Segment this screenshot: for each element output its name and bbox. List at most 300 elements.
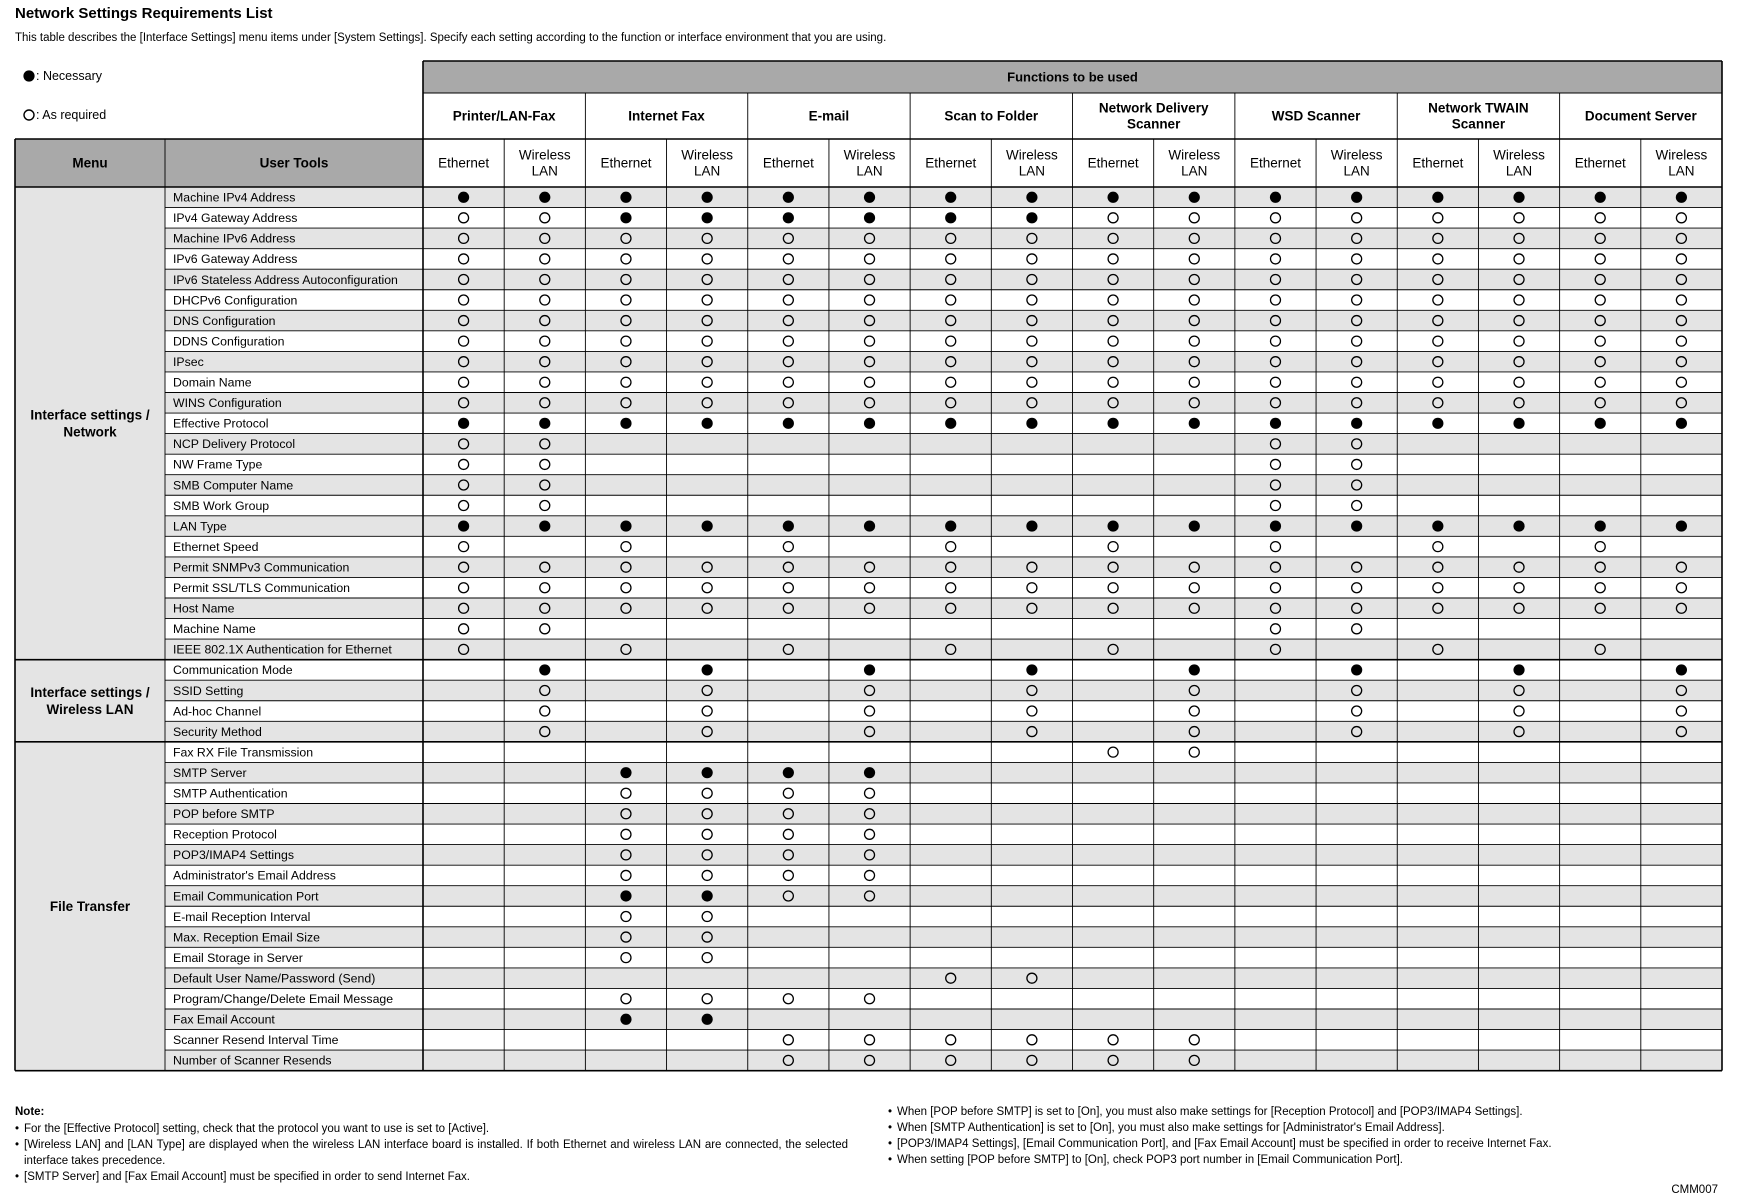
user-tool-name: Scanner Resend Interval Time [173,1033,339,1048]
necessary-mark [783,767,794,778]
as-required-mark [1433,213,1443,223]
interface-header: Ethernet [1249,155,1301,171]
as-required-mark [1352,213,1362,223]
as-required-mark [783,254,793,264]
necessary-mark [458,520,469,531]
as-required-mark [621,829,631,839]
as-required-mark [1189,706,1199,716]
as-required-mark [1270,583,1280,593]
as-required-mark [1027,706,1037,716]
as-required-mark [1270,254,1280,264]
user-tool-name: Program/Change/Delete Email Message [173,992,394,1007]
user-tool-name: Email Storage in Server [173,950,303,965]
user-tool-name: SMTP Authentication [173,786,288,801]
as-required-mark [621,295,631,305]
interface-header: LAN [1668,163,1695,179]
as-required-mark [865,254,875,264]
as-required-mark [540,254,550,264]
user-tool-name: Effective Protocol [173,416,269,431]
as-required-mark [1433,583,1443,593]
necessary-mark [1107,418,1118,429]
as-required-mark [1189,1035,1199,1045]
as-required-mark [540,459,550,469]
as-required-mark [540,583,550,593]
user-tool-name: POP3/IMAP4 Settings [173,848,294,863]
notes-heading: Note: [15,1106,45,1118]
necessary-mark [1595,520,1606,531]
necessary-mark [1432,520,1443,531]
as-required-mark [540,336,550,346]
as-required-mark [702,953,712,963]
necessary-mark [945,418,956,429]
menu-group-label: File Transfer [49,898,131,914]
necessary-mark [702,1014,713,1025]
as-required-mark [1676,254,1686,264]
as-required-mark [1270,459,1280,469]
interface-header: Ethernet [600,155,652,171]
necessary-mark [864,418,875,429]
menu-group-label: Wireless LAN [46,701,134,717]
interface-header: LAN [1181,163,1208,179]
as-required-mark [459,542,469,552]
as-required-mark [621,583,631,593]
user-tool-name: Default User Name/Password (Send) [173,971,376,986]
as-required-mark [1027,377,1037,387]
interface-header: Ethernet [1087,155,1139,171]
notes-left [15,1104,848,1185]
as-required-mark [1189,254,1199,264]
as-required-mark [783,295,793,305]
as-required-mark [1595,213,1605,223]
user-tool-name: Communication Mode [173,663,293,678]
necessary-mark [864,192,875,203]
as-required-mark [1027,336,1037,346]
user-tool-name: Ethernet Speed [173,539,259,554]
necessary-mark [1026,212,1037,223]
user-tool-name: WINS Configuration [173,396,282,411]
interface-header: LAN [694,163,721,179]
as-required-mark [1595,336,1605,346]
necessary-mark [1270,520,1281,531]
as-required-mark [621,788,631,798]
user-tool-name: Machine IPv4 Address [173,190,296,205]
as-required-mark [1027,583,1037,593]
as-required-mark [865,377,875,387]
user-tool-name: DHCPv6 Configuration [173,293,298,308]
necessary-mark [539,418,550,429]
interface-header: Wireless [518,147,571,163]
interface-header: Ethernet [1412,155,1464,171]
as-required-mark [1352,459,1362,469]
function-header: Printer/LAN-Fax [452,108,556,124]
necessary-mark [864,664,875,675]
notes-right [888,1104,1708,1168]
as-required-mark [1189,747,1199,757]
as-required-mark [1433,377,1443,387]
necessary-mark [864,767,875,778]
as-required-mark [1352,583,1362,593]
as-required-mark [865,994,875,1004]
note-item: • [SMTP Server] and [Fax Email Account] must be specified in order to send Internet Fax. [15,1171,470,1183]
note-item: • For the [Effective Protocol] setting, check that the protocol you want to use is set to [Active]. [15,1123,490,1135]
as-required-mark [459,295,469,305]
as-required-mark [459,213,469,223]
necessary-mark [458,418,469,429]
as-required-mark [946,336,956,346]
as-required-mark [621,336,631,346]
page-title: Network Settings Requirements List [15,5,273,22]
as-required-mark [1595,583,1605,593]
as-required-mark [459,624,469,634]
interface-header: LAN [531,163,558,179]
as-required-mark [1189,295,1199,305]
as-required-mark [1108,1035,1118,1045]
necessary-mark [1189,664,1200,675]
user-tool-name: Permit SNMPv3 Communication [173,560,350,575]
as-required-mark [621,542,631,552]
necessary-mark [1513,664,1524,675]
necessary-mark [702,192,713,203]
user-tool-name: Security Method [173,724,262,739]
interface-header: Wireless [843,147,896,163]
as-required-mark [865,706,875,716]
as-required-mark [702,336,712,346]
user-tool-name: DDNS Configuration [173,334,285,349]
necessary-mark [1026,418,1037,429]
as-required-mark [702,254,712,264]
as-required-mark [1352,624,1362,634]
necessary-mark [1351,664,1362,675]
as-required-mark [540,706,550,716]
menu-group-label: Interface settings / [30,407,150,423]
necessary-mark [702,890,713,901]
user-tool-name: IEEE 802.1X Authentication for Ethernet [173,642,392,657]
as-required-mark [865,829,875,839]
as-required-mark [783,336,793,346]
as-required-mark [1433,336,1443,346]
user-tool-name: SMTP Server [173,765,247,780]
as-required-mark [1108,254,1118,264]
user-tool-name: Number of Scanner Resends [173,1053,332,1068]
as-required-mark [946,254,956,264]
as-required-mark [1676,336,1686,346]
page-description: This table describes the [Interface Settings] menu items under [System Settings]. Specify each setting according to the function or interface environment that you are using. [15,32,887,44]
necessary-mark [458,192,469,203]
as-required-mark [1676,583,1686,593]
as-required-mark [702,295,712,305]
as-required-mark [1027,254,1037,264]
as-required-mark [1270,501,1280,511]
user-tool-name: SMB Computer Name [173,478,294,493]
as-required-mark [783,583,793,593]
necessary-mark [945,212,956,223]
as-required-mark [459,583,469,593]
necessary-mark [1351,418,1362,429]
necessary-mark [539,520,550,531]
as-required-mark [946,583,956,593]
necessary-mark [945,192,956,203]
necessary-mark [1676,418,1687,429]
as-required-mark [1189,336,1199,346]
interface-header: Wireless [681,147,734,163]
as-required-mark [1352,254,1362,264]
as-required-mark [1270,336,1280,346]
as-required-mark [946,377,956,387]
as-required-mark [1270,213,1280,223]
function-header: Document Server [1584,108,1697,124]
function-header: Scanner [1127,116,1181,132]
user-tool-name: NCP Delivery Protocol [173,437,296,452]
as-required-mark [702,788,712,798]
necessary-mark [620,192,631,203]
necessary-mark [539,192,550,203]
as-required-mark [1027,1035,1037,1045]
as-required-mark [1433,254,1443,264]
necessary-mark [1432,192,1443,203]
as-required-mark [783,542,793,552]
as-required-mark [1514,583,1524,593]
necessary-mark [783,418,794,429]
user-tools-header: User Tools [259,155,329,171]
as-required-mark [1676,213,1686,223]
as-required-mark [459,336,469,346]
figure-code: CMM007 [1671,1184,1718,1196]
as-required-mark [1514,254,1524,264]
necessary-mark [620,890,631,901]
interface-header: Ethernet [1574,155,1626,171]
as-required-mark [865,870,875,880]
interface-header: LAN [1018,163,1046,179]
necessary-mark [620,520,631,531]
necessary-mark [702,767,713,778]
as-required-mark [459,377,469,387]
as-required-mark [1514,706,1524,716]
as-required-mark [1352,336,1362,346]
as-required-mark [1595,295,1605,305]
function-header: Network TWAIN [1428,100,1529,116]
necessary-mark [783,192,794,203]
function-header: E-mail [808,108,850,124]
user-tool-name: IPv6 Stateless Address Autoconfiguration [173,272,398,287]
necessary-mark [620,418,631,429]
as-required-mark [783,829,793,839]
as-required-mark [540,213,550,223]
necessary-mark [620,212,631,223]
as-required-mark [702,829,712,839]
as-required-mark [1595,254,1605,264]
as-required-mark [540,377,550,387]
interface-header: Ethernet [438,155,490,171]
as-required-mark [1108,295,1118,305]
as-required-mark [1352,295,1362,305]
as-required-mark [1352,377,1362,387]
necessary-mark [1189,418,1200,429]
as-required-mark [1514,336,1524,346]
necessary-mark [1189,520,1200,531]
necessary-mark [1676,192,1687,203]
as-required-mark [621,994,631,1004]
as-required-mark [783,994,793,1004]
interface-header: Ethernet [762,155,814,171]
user-tool-name: IPsec [173,354,204,369]
necessary-mark [1107,520,1118,531]
necessary-mark [864,212,875,223]
note-item: • When [SMTP Authentication] is set to [On], you must also make settings for [Administrator's Email Address]. [888,1122,1445,1134]
as-required-mark [1108,542,1118,552]
user-tool-name: SMB Work Group [173,498,270,513]
interface-header: LAN [1343,163,1370,179]
user-tool-name: NW Frame Type [173,457,263,472]
function-header: Scanner [1451,116,1506,132]
as-required-mark [702,583,712,593]
as-required-mark [1108,213,1118,223]
as-required-mark [946,1035,956,1045]
menu-header: Menu [72,155,108,171]
necessary-mark [1351,520,1362,531]
necessary-mark [702,664,713,675]
interface-header: LAN [856,163,883,179]
necessary-mark [1676,664,1687,675]
as-required-mark [1595,377,1605,387]
interface-header: Wireless [1330,147,1383,163]
as-required-mark [1108,336,1118,346]
as-required-mark [459,459,469,469]
as-required-mark [946,542,956,552]
legend-necessary-label: : Necessary [36,69,102,83]
as-required-mark [1676,706,1686,716]
necessary-mark [1513,520,1524,531]
as-required-mark [1433,295,1443,305]
user-tool-name: IPv4 Gateway Address [173,211,298,226]
as-required-mark [1676,295,1686,305]
interface-header: Wireless [1006,147,1058,163]
necessary-mark [539,664,550,675]
necessary-mark [1026,664,1037,675]
as-required-mark [621,254,631,264]
as-required-mark [702,870,712,880]
functions-header: Functions to be used [1007,69,1138,85]
necessary-mark [1595,192,1606,203]
as-required-mark [865,336,875,346]
legend-as-required-label: : As required [36,108,107,122]
as-required-mark [783,1035,793,1045]
note-item: • [Wireless LAN] and [LAN Type] are displayed when the wireless LAN interface board is installed. If both Ethernet and wireless LAN are connected, the selected interface takes precedence. [15,1139,848,1167]
necessary-mark [1513,418,1524,429]
as-required-mark [459,501,469,511]
interface-header: Wireless [1168,147,1221,163]
necessary-mark [1676,520,1687,531]
user-tool-name: Machine IPv6 Address [173,231,296,246]
as-required-mark [540,501,550,511]
as-required-mark [1189,583,1199,593]
necessary-mark [1351,192,1362,203]
necessary-mark [1026,520,1037,531]
as-required-mark [1595,542,1605,552]
as-required-mark [1027,295,1037,305]
as-required-mark [540,295,550,305]
note-item: • When setting [POP before SMTP] to [On], check POP3 port number in [Email Communication Port]. [888,1154,1403,1166]
necessary-mark [1270,418,1281,429]
as-required-mark [621,912,631,922]
user-tool-name: Max. Reception Email Size [173,930,320,945]
as-required-mark [1270,542,1280,552]
user-tool-name: DNS Configuration [173,313,276,328]
user-tool-name: Email Communication Port [173,889,319,904]
necessary-mark [1270,192,1281,203]
necessary-mark [702,520,713,531]
function-header: WSD Scanner [1271,108,1361,124]
user-tool-name: Ad-hoc Channel [173,704,262,719]
necessary-mark [702,212,713,223]
interface-header: Ethernet [925,155,977,171]
interface-header: Wireless [1655,147,1708,163]
as-required-mark [783,788,793,798]
user-tool-name: POP before SMTP [173,807,275,822]
necessary-mark [783,520,794,531]
necessary-mark [1595,418,1606,429]
note-item: • When [POP before SMTP] is set to [On], you must also make settings for [Reception Protocol] and [POP3/IMAP4 Settings]. [888,1106,1523,1118]
as-required-mark [865,295,875,305]
necessary-mark [945,520,956,531]
as-required-mark [1270,624,1280,634]
user-tool-name: SSID Setting [173,683,244,698]
function-header: Network Delivery [1098,100,1209,116]
as-required-mark [865,1035,875,1045]
necessary-mark [1432,418,1443,429]
user-tool-name: Reception Protocol [173,827,277,842]
user-tool-name: Permit SSL/TLS Communication [173,581,351,596]
necessary-mark [1107,192,1118,203]
as-required-mark [621,377,631,387]
menu-group-label: Interface settings / [30,684,150,700]
as-required-mark [1676,377,1686,387]
user-tool-name: Fax RX File Transmission [173,745,314,760]
as-required-mark [1108,747,1118,757]
as-required-mark [540,624,550,634]
menu-group-label: Network [63,424,117,440]
necessary-mark [783,212,794,223]
user-tool-name: E-mail Reception Interval [173,909,311,924]
user-tool-name: Machine Name [173,622,256,637]
as-required-mark [865,788,875,798]
necessary-mark [1513,192,1524,203]
as-required-mark [783,377,793,387]
as-required-mark [1108,583,1118,593]
as-required-mark [1514,295,1524,305]
necessary-mark [864,520,875,531]
note-item: • [POP3/IMAP4 Settings], [Email Communication Port], and [Fax Email Account] must be specified in order to receive Internet Fax. [888,1138,1552,1150]
as-required-mark [621,953,631,963]
as-required-mark [702,994,712,1004]
as-required-mark [459,254,469,264]
necessary-mark [620,767,631,778]
as-required-mark [865,583,875,593]
as-required-mark [1433,542,1443,552]
interface-header: Wireless [1493,147,1545,163]
as-required-mark [1270,295,1280,305]
function-header: Scan to Folder [944,108,1039,124]
as-required-mark [1270,377,1280,387]
necessary-mark [620,1014,631,1025]
as-required-mark [702,706,712,716]
user-tool-name: Host Name [173,601,235,616]
as-required-mark [1189,377,1199,387]
user-tool-name: Domain Name [173,375,252,390]
as-required-mark [946,295,956,305]
user-tool-name: Fax Email Account [173,1012,275,1027]
as-required-mark [702,912,712,922]
as-required-mark [621,870,631,880]
